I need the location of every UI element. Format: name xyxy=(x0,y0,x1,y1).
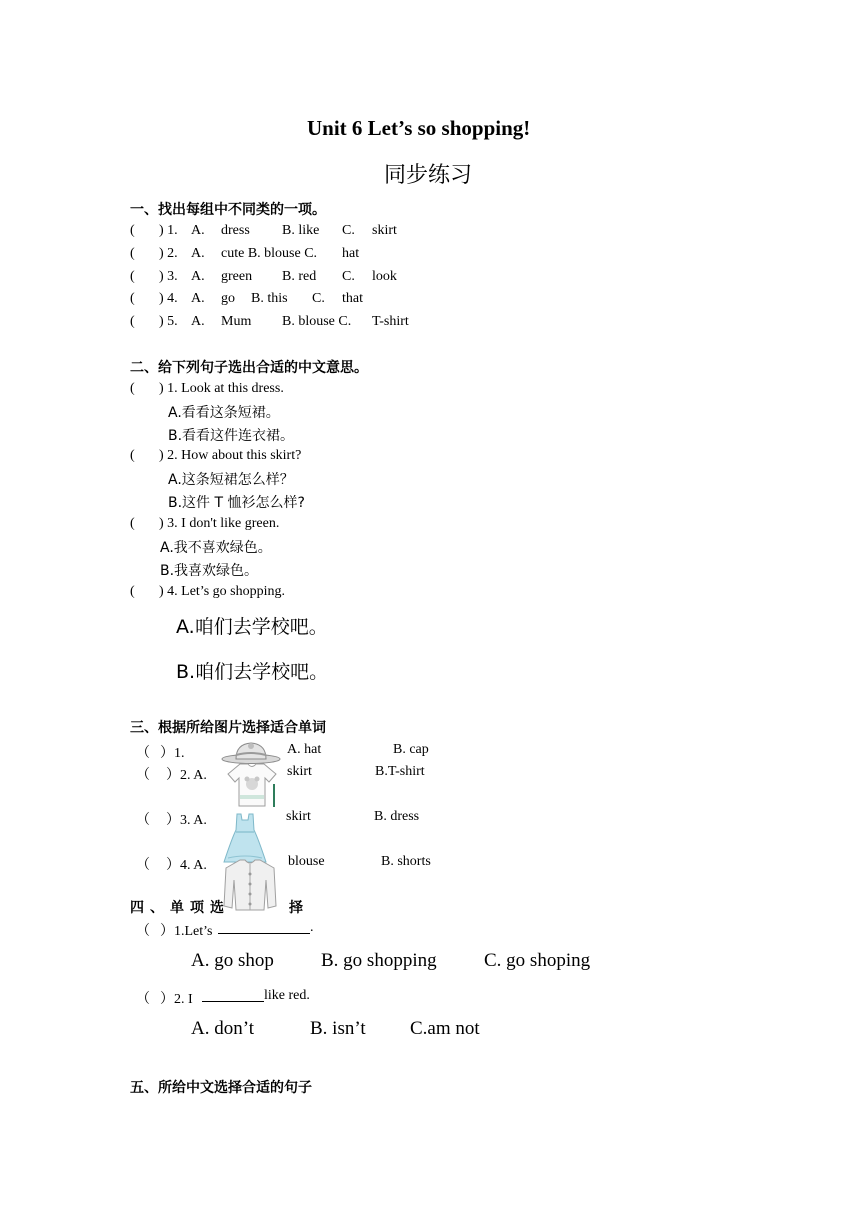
item-number: ）3. A. xyxy=(166,813,207,828)
option-c-word: look xyxy=(372,269,397,284)
answer-paren[interactable]: ( xyxy=(130,516,135,531)
answer-paren[interactable]: ( xyxy=(130,291,135,306)
item-number: ）1. xyxy=(160,746,185,761)
answer-paren[interactable]: ( xyxy=(130,448,135,463)
option-a-label: A. xyxy=(191,291,205,306)
answer-paren[interactable]: ( xyxy=(130,381,135,396)
option-b: B.看看这件连衣裙。 xyxy=(168,428,295,444)
item-number: ) 3. xyxy=(159,269,178,284)
option-a: A.咱们去学校吧。 xyxy=(176,616,328,638)
option-a: A.这条短裙怎么样？ xyxy=(168,472,294,488)
question-end: . xyxy=(310,920,314,935)
option-a: blouse xyxy=(288,854,325,869)
option-a-word: green xyxy=(221,269,253,284)
question-text: ) 3. I don't like green. xyxy=(159,516,280,531)
option-b: B. red xyxy=(282,269,317,284)
item-number: ）2. A. xyxy=(166,768,207,783)
option-a: A.我不喜欢绿色。 xyxy=(160,540,272,556)
option-b: B. cap xyxy=(393,742,429,757)
option-c-word: skirt xyxy=(372,223,397,238)
option-b: B.T-shirt xyxy=(375,764,425,779)
answer-paren[interactable]: （ xyxy=(136,992,150,1007)
option-a: skirt xyxy=(286,809,311,824)
option-a-word: dress xyxy=(221,223,250,238)
section4-heading-end: 择 xyxy=(289,900,303,916)
option-b: B.我喜欢绿色。 xyxy=(160,563,259,579)
dress-icon xyxy=(222,812,268,864)
option-b: B.这件 T 恤衫怎么样? xyxy=(168,495,305,511)
answer-paren[interactable]: ( xyxy=(130,584,135,599)
answer-blank[interactable] xyxy=(202,989,264,1002)
item-number: ）4. A. xyxy=(166,858,207,873)
option-b: B. dress xyxy=(374,809,420,824)
question-end: like red. xyxy=(264,988,310,1003)
answer-paren[interactable]: ( xyxy=(130,314,135,329)
option-a: skirt xyxy=(287,764,312,779)
option-a-label: A. xyxy=(191,269,205,284)
question-text: ) 2. How about this skirt? xyxy=(159,448,302,463)
item-number: ) 4. xyxy=(159,291,178,306)
item-number: ) 1. xyxy=(159,223,178,238)
option-a-word: go xyxy=(221,291,235,306)
option-a-label: A. xyxy=(191,223,205,238)
option-a-label: A. xyxy=(191,314,205,329)
answer-paren[interactable]: ( xyxy=(130,246,135,261)
answer-paren[interactable]: （ xyxy=(136,813,150,828)
answer-paren[interactable]: ( xyxy=(130,223,135,238)
option-a: A. hat xyxy=(287,742,322,757)
item-number: ) 5. xyxy=(159,314,178,329)
answer-paren[interactable]: （ xyxy=(136,924,150,939)
tshirt-icon xyxy=(226,762,278,808)
item-number: ) 2. xyxy=(159,246,178,261)
option-b: B. isn’t xyxy=(310,1018,366,1039)
option-c-word: that xyxy=(342,291,363,306)
section2-heading: 二、给下列句子选出合适的中文意思。 xyxy=(130,360,368,376)
answer-paren[interactable]: ( xyxy=(130,269,135,284)
option-b: B. this xyxy=(251,291,288,306)
question-text: ）1.Let’s xyxy=(160,924,213,939)
option-c: C. go shoping xyxy=(484,950,591,971)
option-c-label: C. xyxy=(342,223,355,238)
section4-heading: 四、单项选 xyxy=(130,900,230,916)
answer-paren[interactable]: （ xyxy=(136,768,150,783)
answer-blank[interactable] xyxy=(218,921,310,934)
option-a-word: Mum xyxy=(221,314,252,329)
question-text: ）2. I xyxy=(160,992,193,1007)
option-b: B. go shopping xyxy=(321,950,437,971)
option-a-word: cute B. blouse C. xyxy=(221,246,318,261)
option-c-label: C. xyxy=(342,269,355,284)
blouse-icon xyxy=(222,858,278,912)
page-subtitle: 同步练习 xyxy=(384,163,473,188)
answer-paren[interactable]: （ xyxy=(136,746,150,761)
page-title: Unit 6 Let’s so shopping! xyxy=(307,116,531,140)
option-b: B. blouse C. xyxy=(282,314,352,329)
answer-paren[interactable]: （ xyxy=(136,858,150,873)
option-c-word: T-shirt xyxy=(372,314,409,329)
option-a: A. go shop xyxy=(191,950,274,971)
section5-heading: 五、所给中文选择合适的句子 xyxy=(130,1080,312,1096)
question-text: ) 1. Look at this dress. xyxy=(159,381,284,396)
option-c-word: hat xyxy=(342,246,360,261)
option-b: B.咱们去学校吧。 xyxy=(176,661,329,683)
hat-icon xyxy=(220,740,282,764)
option-a: A. don’t xyxy=(191,1018,254,1039)
option-c: C.am not xyxy=(410,1018,480,1039)
option-a-label: A. xyxy=(191,246,205,261)
option-c-label: C. xyxy=(312,291,325,306)
option-a: A.看看这条短裙。 xyxy=(168,405,280,421)
option-b: B. like xyxy=(282,223,320,238)
option-b: B. shorts xyxy=(381,854,431,869)
section1-heading: 一、找出每组中不同类的一项。 xyxy=(130,202,326,218)
question-text: ) 4. Let’s go shopping. xyxy=(159,584,285,599)
section3-heading: 三、根据所给图片选择适合单词 xyxy=(130,720,326,736)
